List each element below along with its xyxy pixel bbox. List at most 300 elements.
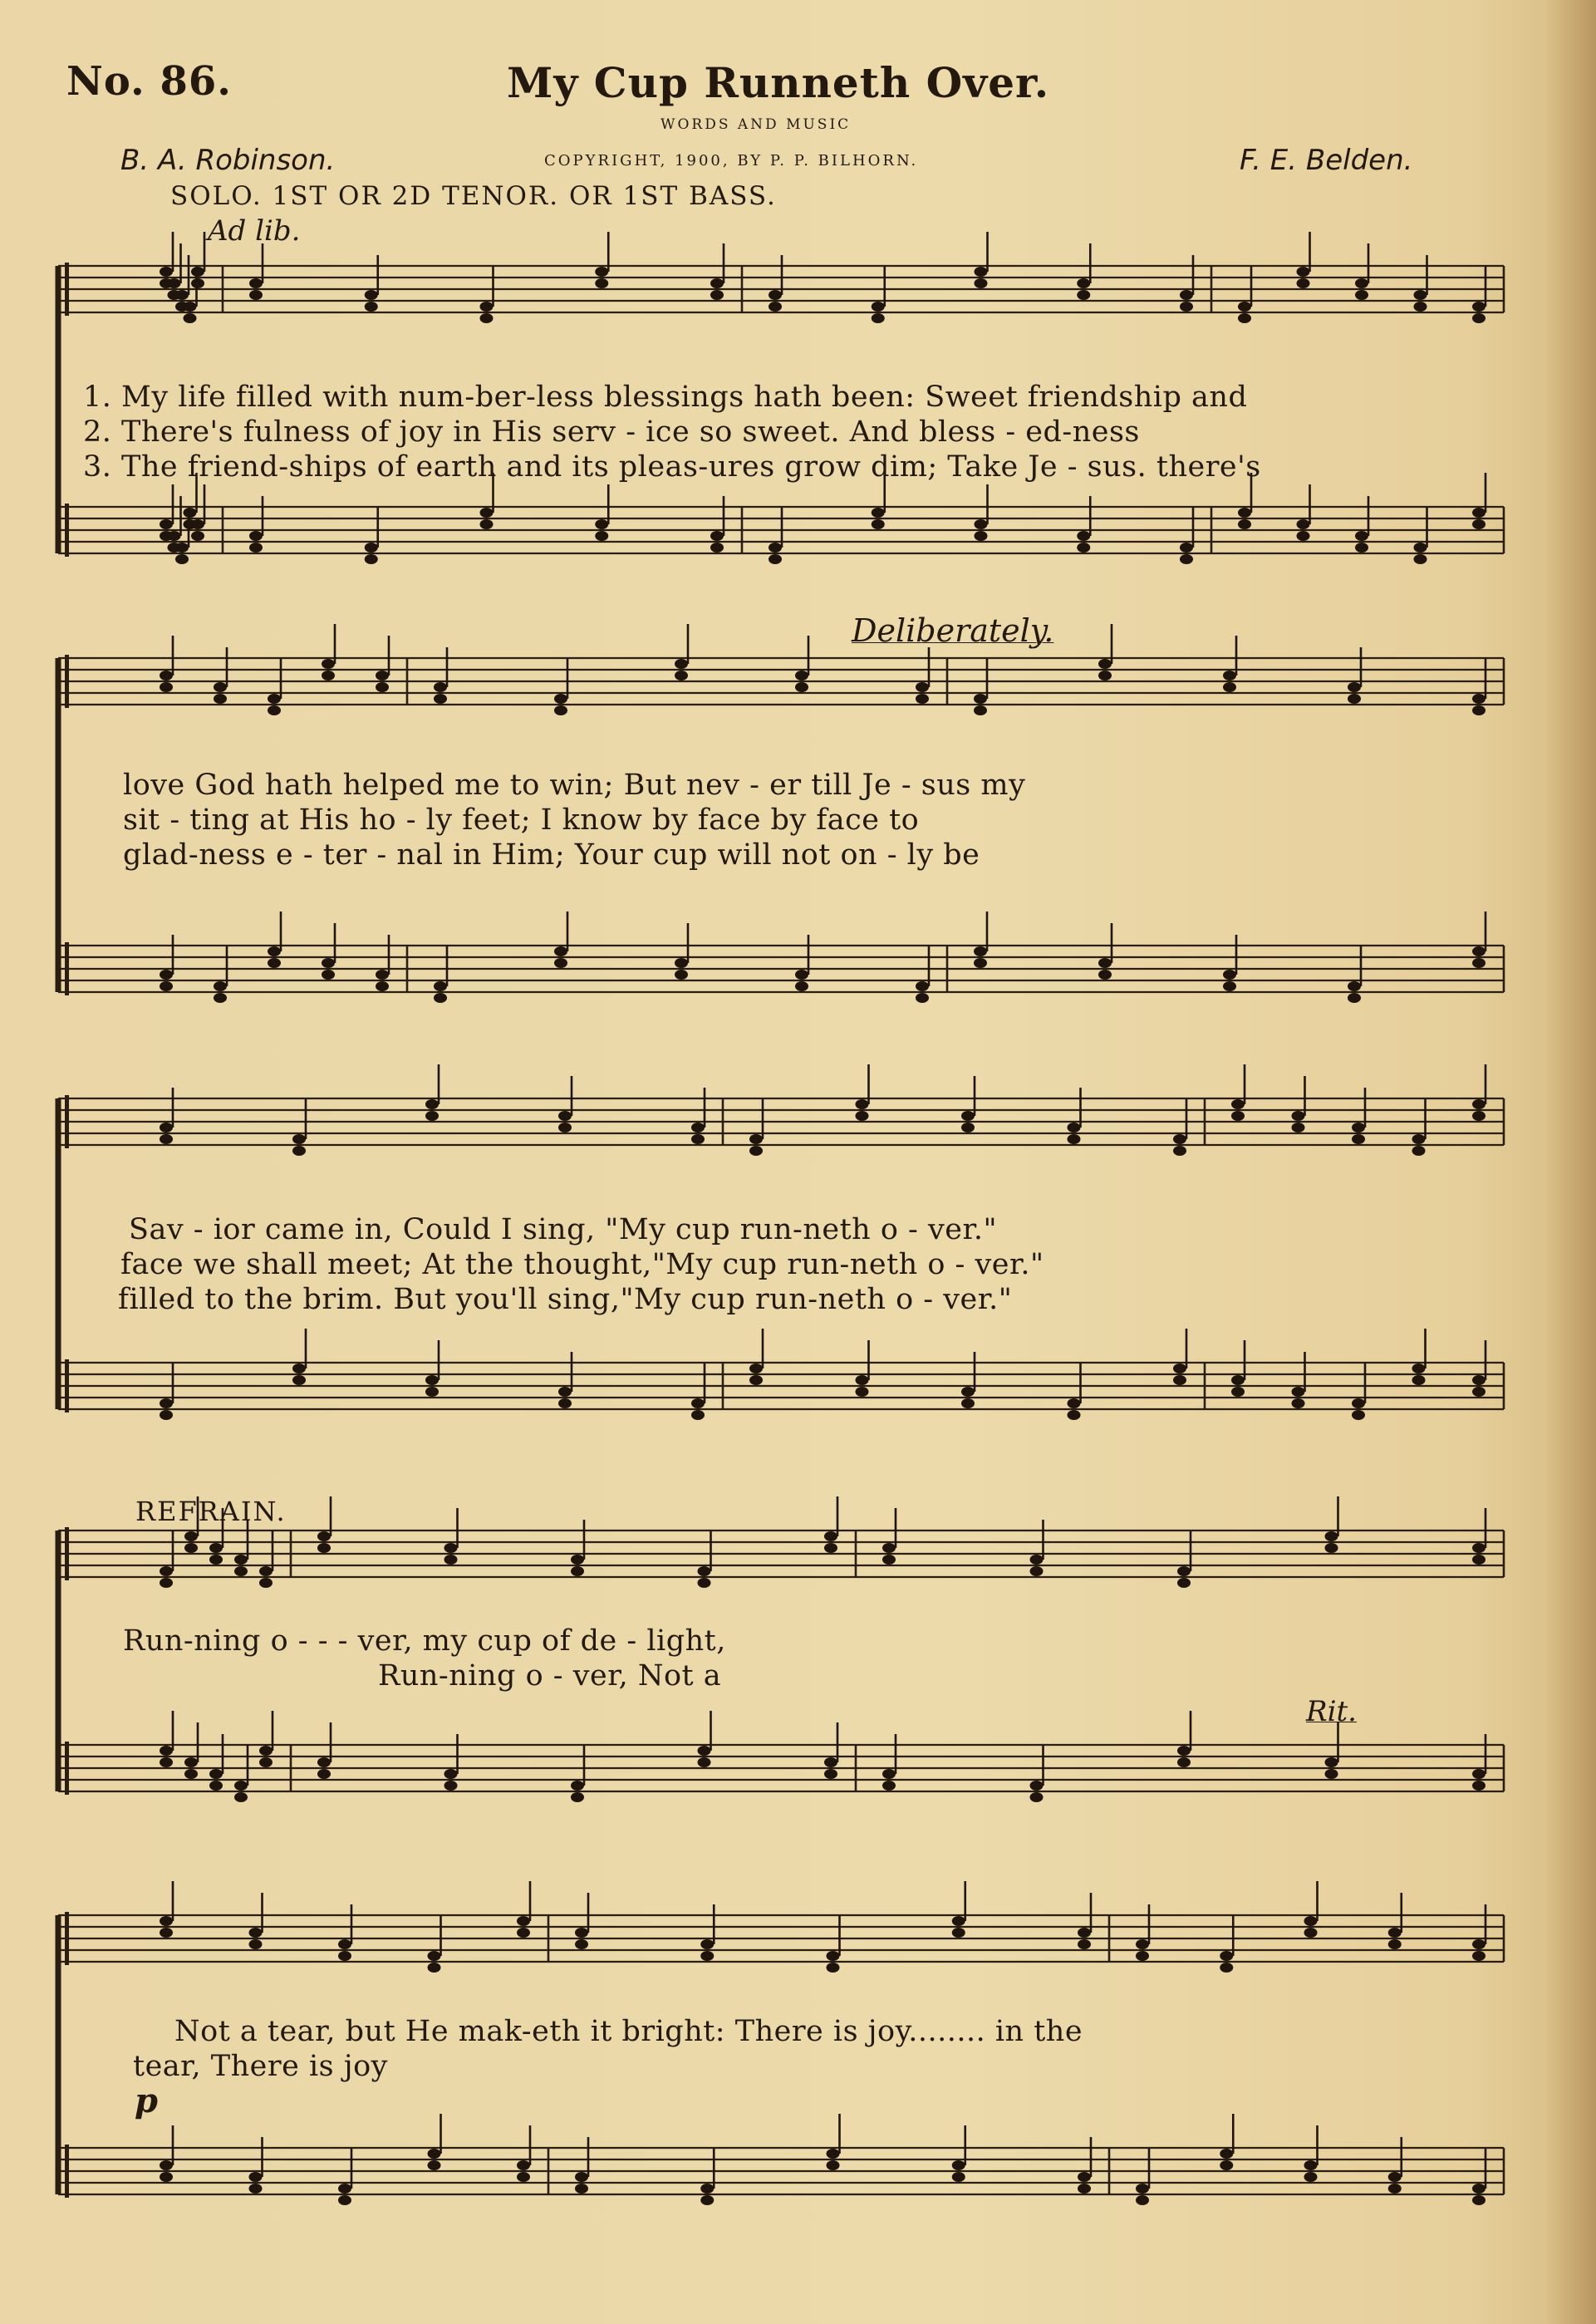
note-head: [795, 970, 808, 980]
note-head: [249, 531, 263, 541]
note-head: [160, 1134, 173, 1144]
note-head: [872, 313, 885, 323]
note-head: [700, 1939, 714, 1949]
note-head: [769, 290, 782, 300]
note-head: [160, 682, 173, 692]
note-head: [571, 1555, 584, 1565]
note-head: [1098, 970, 1112, 980]
note-head: [376, 970, 389, 980]
words-and-music-label: WORDS AND MUSIC: [660, 116, 852, 133]
note-head: [952, 2172, 965, 2182]
note-head: [1136, 1951, 1149, 1961]
note-head: [214, 993, 227, 1003]
note-head: [268, 694, 281, 704]
note-head: [1177, 1757, 1191, 1767]
note-head: [1223, 682, 1236, 692]
note-head: [558, 1123, 572, 1133]
note-head: [191, 267, 204, 277]
note-head: [974, 694, 987, 704]
note-head: [249, 278, 263, 288]
note-head: [365, 543, 378, 553]
note-head: [1348, 993, 1361, 1003]
note-head: [1030, 1781, 1044, 1791]
note-head: [882, 1555, 896, 1565]
note-head: [795, 981, 808, 991]
lyric-line-s2-v1: love God hath helped me to win; But nev - er till Je - sus my: [123, 769, 1026, 802]
note-head: [259, 1566, 273, 1576]
treble-clef-mark: [65, 1527, 69, 1580]
note-head: [1177, 1566, 1191, 1576]
tempo-deliberately: Deliberately.: [852, 612, 1054, 649]
note-head: [184, 313, 197, 323]
note-head: [249, 2184, 263, 2194]
note-head: [317, 1531, 331, 1541]
note-head: [1238, 508, 1251, 518]
note-head: [1352, 1410, 1365, 1420]
note-head: [1325, 1543, 1338, 1553]
note-head: [571, 1792, 584, 1802]
note-head: [795, 671, 808, 680]
note-head: [1077, 543, 1090, 553]
note-head: [1292, 1111, 1305, 1121]
note-head: [700, 2184, 714, 2194]
lyric-line-s1-v3: 3. The friend-ships of earth and its pleas-ures grow dim; Take Je - sus. there's: [83, 450, 1261, 484]
note-head: [675, 970, 688, 980]
treble-clef-mark: [65, 263, 69, 316]
note-head: [160, 671, 173, 680]
note-head: [1220, 2160, 1233, 2170]
note-head: [249, 1928, 263, 1938]
lyric-line-s4-v1: Run-ning o - - - ver, my cup of de - light,: [123, 1624, 726, 1658]
note-head: [872, 302, 885, 312]
note-head: [749, 1363, 763, 1373]
note-head: [268, 705, 281, 715]
note-head: [234, 1566, 248, 1576]
note-head: [1068, 1398, 1081, 1408]
note-head: [1412, 1375, 1426, 1385]
note-head: [1325, 1757, 1338, 1767]
lyric-line-s2-v2: sit - ting at His ho - ly feet; I know by face by face to: [123, 803, 920, 837]
note-head: [1352, 1134, 1365, 1144]
note-head: [974, 946, 987, 956]
note-head: [1030, 1555, 1044, 1565]
note-head: [209, 1781, 223, 1791]
note-head: [1472, 705, 1486, 715]
note-head: [975, 278, 988, 288]
note-head: [365, 290, 378, 300]
note-head: [1220, 1963, 1233, 1973]
note-head: [824, 1543, 837, 1553]
note-head: [434, 981, 447, 991]
note-head: [769, 543, 782, 553]
treble-clef-mark: [65, 655, 69, 708]
note-head: [961, 1387, 975, 1397]
note-head: [1077, 531, 1090, 541]
note-head: [856, 1375, 869, 1385]
note-head: [1177, 1746, 1191, 1756]
note-head: [425, 1375, 439, 1385]
bass-clef-mark: [65, 1742, 69, 1795]
note-head: [184, 1543, 198, 1553]
note-head: [595, 267, 608, 277]
note-head: [160, 1578, 173, 1588]
composer-credit: F. E. Belden.: [1240, 144, 1413, 177]
note-head: [168, 531, 181, 541]
note-head: [575, 2184, 588, 2194]
note-head: [571, 1566, 584, 1576]
note-head: [214, 981, 227, 991]
note-head: [1077, 290, 1090, 300]
note-head: [1173, 1375, 1186, 1385]
note-head: [675, 671, 688, 680]
note-head: [160, 1398, 173, 1408]
note-head: [191, 519, 204, 529]
note-head: [975, 519, 988, 529]
note-head: [209, 1769, 223, 1779]
note-head: [872, 519, 885, 529]
note-head: [769, 554, 782, 564]
note-head: [710, 278, 724, 288]
voice-instruction: SOLO. 1ST OR 2D TENOR. OR 1ST BASS.: [170, 181, 777, 211]
note-head: [160, 1928, 173, 1938]
note-head: [824, 1769, 837, 1779]
note-head: [1223, 671, 1236, 680]
note-head: [160, 1566, 173, 1576]
lyric-line-s1-v2: 2. There's fulness of joy in His serv - ice so sweet. And bless - ed-ness: [83, 415, 1140, 449]
note-head: [175, 543, 189, 553]
note-head: [1414, 302, 1427, 312]
note-head: [1472, 958, 1486, 968]
note-head: [1292, 1123, 1305, 1133]
note-head: [1355, 543, 1368, 553]
note-head: [554, 946, 567, 956]
lyricist-credit: B. A. Robinson.: [120, 144, 336, 177]
note-head: [1030, 1566, 1044, 1576]
note-head: [554, 705, 567, 715]
note-head: [1352, 1123, 1365, 1133]
note-head: [1472, 1099, 1486, 1109]
note-head: [292, 1146, 306, 1156]
ritardando-marking: Rit.: [1306, 1695, 1357, 1728]
note-head: [975, 531, 988, 541]
note-head: [1472, 694, 1486, 704]
note-head: [1030, 1792, 1044, 1802]
note-head: [1068, 1123, 1081, 1133]
note-head: [1220, 1951, 1233, 1961]
note-head: [1136, 1939, 1149, 1949]
note-head: [558, 1387, 572, 1397]
note-head: [160, 267, 173, 277]
note-head: [691, 1123, 705, 1133]
note-head: [322, 671, 335, 680]
note-head: [961, 1111, 975, 1121]
note-head: [160, 2172, 173, 2182]
note-head: [1472, 2184, 1486, 2194]
note-head: [444, 1781, 458, 1791]
lyric-line-s5-v2: tear, There is joy: [133, 2050, 388, 2083]
note-head: [209, 1543, 223, 1553]
note-head: [710, 290, 724, 300]
note-head: [1173, 1134, 1186, 1144]
note-head: [575, 1939, 588, 1949]
note-head: [160, 981, 173, 991]
note-head: [322, 958, 335, 968]
note-head: [338, 2195, 351, 2205]
note-head: [691, 1398, 705, 1408]
note-head: [1297, 267, 1310, 277]
note-head: [974, 705, 987, 715]
note-head: [827, 1951, 840, 1961]
note-head: [1304, 1928, 1318, 1938]
note-head: [1297, 531, 1310, 541]
note-head: [675, 958, 688, 968]
note-head: [209, 1555, 223, 1565]
note-head: [1355, 278, 1368, 288]
note-head: [1180, 290, 1193, 300]
note-head: [1098, 659, 1112, 669]
note-head: [322, 970, 335, 980]
note-head: [376, 682, 389, 692]
note-head: [675, 659, 688, 669]
bass-clef-mark: [65, 2145, 69, 2198]
note-head: [444, 1555, 458, 1565]
note-head: [1472, 313, 1486, 323]
note-head: [160, 519, 173, 529]
note-head: [1355, 290, 1368, 300]
note-head: [1292, 1387, 1305, 1397]
note-head: [827, 2149, 840, 2159]
note-head: [317, 1769, 331, 1779]
note-head: [259, 1578, 273, 1588]
note-head: [1472, 2195, 1486, 2205]
note-head: [1304, 2172, 1318, 2182]
note-head: [691, 1134, 705, 1144]
note-head: [1352, 1398, 1365, 1408]
bass-clef-mark: [65, 1359, 69, 1413]
note-head: [575, 2172, 588, 2182]
note-head: [1078, 2184, 1091, 2194]
note-head: [1355, 531, 1368, 541]
lyric-line-s2-v3: glad-ness e - ter - nal in Him; Your cup will not on - ly be: [123, 838, 980, 872]
note-head: [952, 1916, 965, 1926]
lyric-line-s3-v1: Sav - ior came in, Could I sing, "My cup run-neth o - ver.": [129, 1213, 998, 1246]
note-head: [249, 2172, 263, 2182]
note-head: [425, 1111, 439, 1121]
note-head: [1098, 958, 1112, 968]
note-head: [1325, 1531, 1338, 1541]
note-head: [700, 2195, 714, 2205]
note-head: [184, 1531, 198, 1541]
note-head: [338, 1939, 351, 1949]
note-head: [428, 2160, 441, 2170]
note-head: [769, 302, 782, 312]
note-head: [517, 2160, 530, 2170]
note-head: [710, 543, 724, 553]
note-head: [882, 1769, 896, 1779]
note-head: [1472, 946, 1486, 956]
note-head: [428, 2149, 441, 2159]
note-head: [1412, 1134, 1426, 1144]
note-head: [571, 1781, 584, 1791]
note-head: [1180, 554, 1193, 564]
note-head: [1388, 1939, 1402, 1949]
note-head: [1238, 313, 1251, 323]
note-head: [961, 1398, 975, 1408]
note-head: [1180, 543, 1193, 553]
note-head: [160, 2160, 173, 2170]
note-head: [160, 1916, 173, 1926]
note-head: [698, 1746, 711, 1756]
lyric-line-s3-v2: face we shall meet; At the thought,"My cup run-neth o - ver.": [120, 1248, 1044, 1281]
note-head: [1472, 1555, 1486, 1565]
note-head: [234, 1555, 248, 1565]
note-head: [595, 278, 608, 288]
note-head: [961, 1123, 975, 1133]
note-head: [434, 694, 447, 704]
note-head: [1078, 1928, 1091, 1938]
note-head: [974, 958, 987, 968]
note-head: [214, 694, 227, 704]
note-head: [317, 1543, 331, 1553]
note-head: [1173, 1146, 1186, 1156]
note-head: [558, 1398, 572, 1408]
note-head: [191, 278, 204, 288]
note-head: [365, 302, 378, 312]
hymn-number: No. 86.: [66, 58, 232, 105]
note-head: [517, 1928, 530, 1938]
note-head: [856, 1111, 869, 1121]
note-head: [365, 554, 378, 564]
note-head: [827, 1963, 840, 1973]
note-head: [444, 1769, 458, 1779]
note-head: [1472, 519, 1486, 529]
note-head: [1297, 519, 1310, 529]
note-head: [322, 659, 335, 669]
note-head: [480, 302, 494, 312]
note-head: [827, 2160, 840, 2170]
note-head: [698, 1578, 711, 1588]
note-head: [249, 1939, 263, 1949]
note-head: [425, 1387, 439, 1397]
dynamic-piano-marking: p: [135, 2081, 158, 2120]
note-head: [975, 267, 988, 277]
note-head: [376, 671, 389, 680]
note-head: [1068, 1134, 1081, 1144]
tempo-ad-lib: Ad lib.: [208, 214, 301, 248]
note-head: [1238, 519, 1251, 529]
note-head: [1136, 2184, 1149, 2194]
note-head: [1136, 2195, 1149, 2205]
note-head: [595, 519, 608, 529]
note-head: [1472, 1951, 1486, 1961]
note-head: [1414, 543, 1427, 553]
note-head: [1472, 1387, 1486, 1397]
note-head: [259, 1746, 273, 1756]
note-head: [1068, 1410, 1081, 1420]
note-head: [268, 946, 281, 956]
note-head: [376, 981, 389, 991]
hymn-title: My Cup Runneth Over.: [507, 58, 1050, 107]
note-head: [160, 970, 173, 980]
note-head: [480, 508, 494, 518]
note-head: [698, 1757, 711, 1767]
note-head: [1098, 671, 1112, 680]
note-head: [292, 1375, 306, 1385]
note-head: [1412, 1363, 1426, 1373]
note-head: [1414, 554, 1427, 564]
note-head: [1388, 1928, 1402, 1938]
note-head: [338, 2184, 351, 2194]
note-head: [1297, 278, 1310, 288]
note-head: [1472, 1375, 1486, 1385]
note-head: [214, 682, 227, 692]
note-head: [1472, 1111, 1486, 1121]
note-head: [916, 682, 929, 692]
refrain-label: REFRAIN.: [135, 1496, 287, 1527]
note-head: [428, 1951, 441, 1961]
note-head: [698, 1566, 711, 1576]
note-head: [160, 1410, 173, 1420]
note-head: [1472, 1781, 1486, 1791]
note-head: [1412, 1146, 1426, 1156]
note-head: [916, 981, 929, 991]
note-head: [856, 1387, 869, 1397]
note-head: [259, 1757, 273, 1767]
lyric-line-s5-v1: Not a tear, but He mak-eth it bright: There is joy........ in the: [174, 2015, 1083, 2048]
note-head: [249, 543, 263, 553]
note-head: [916, 694, 929, 704]
note-head: [1223, 981, 1236, 991]
note-head: [691, 1410, 705, 1420]
note-head: [317, 1757, 331, 1767]
note-head: [160, 1123, 173, 1133]
lyric-line-s1-v1: 1. My life filled with num-ber-less blessings hath been: Sweet friendship and: [83, 381, 1248, 414]
note-head: [184, 1757, 198, 1767]
note-head: [1348, 682, 1361, 692]
note-head: [480, 313, 494, 323]
note-head: [952, 1928, 965, 1938]
note-head: [1388, 2172, 1402, 2182]
note-head: [882, 1781, 896, 1791]
note-head: [480, 519, 494, 529]
note-head: [292, 1363, 306, 1373]
note-head: [1173, 1363, 1186, 1373]
note-head: [575, 1928, 588, 1938]
note-head: [428, 1963, 441, 1973]
note-head: [916, 993, 929, 1003]
note-head: [191, 531, 204, 541]
note-head: [434, 993, 447, 1003]
note-head: [1304, 2160, 1318, 2170]
note-head: [700, 1951, 714, 1961]
note-head: [554, 694, 567, 704]
bass-clef-mark: [65, 504, 69, 557]
note-head: [1414, 290, 1427, 300]
note-head: [1078, 1939, 1091, 1949]
treble-clef-mark: [65, 1912, 69, 1965]
note-head: [882, 1543, 896, 1553]
note-head: [1223, 970, 1236, 980]
note-head: [1348, 694, 1361, 704]
note-head: [1077, 278, 1090, 288]
note-head: [824, 1757, 837, 1767]
note-head: [1292, 1398, 1305, 1408]
note-head: [234, 1781, 248, 1791]
note-head: [160, 1746, 173, 1756]
note-head: [1348, 981, 1361, 991]
note-head: [595, 531, 608, 541]
note-head: [425, 1099, 439, 1109]
